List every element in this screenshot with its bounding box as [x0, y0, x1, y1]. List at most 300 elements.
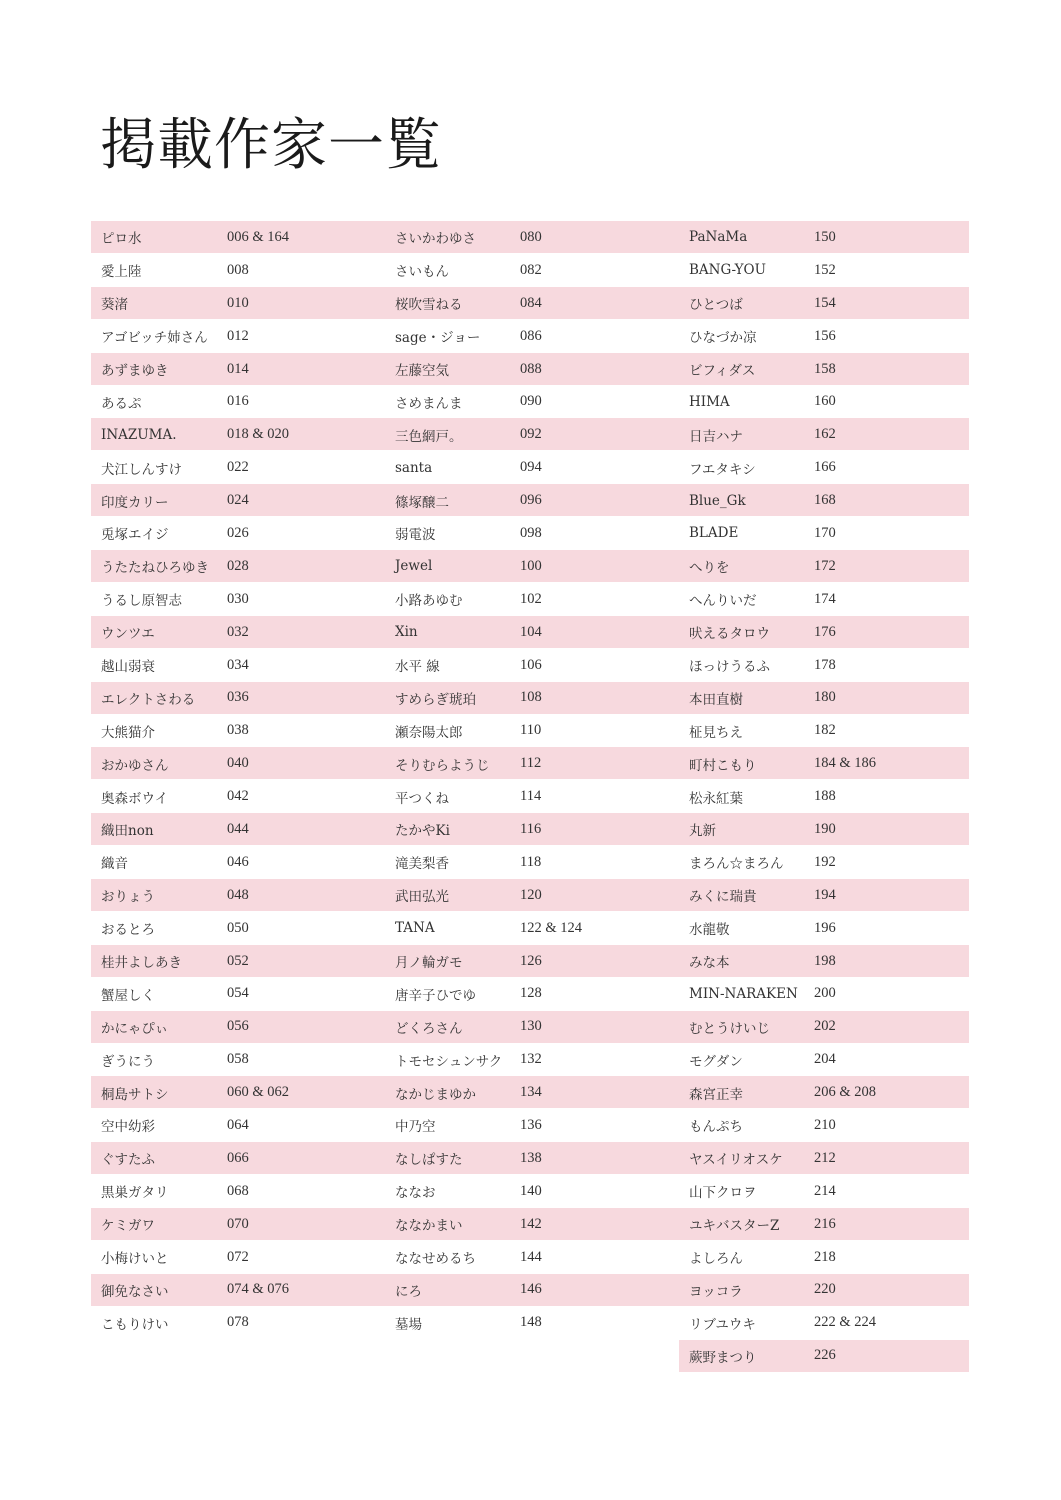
page-number: 056: [227, 1018, 249, 1035]
page-number: 200: [814, 985, 836, 1002]
table-row: [91, 747, 383, 780]
table-row: [679, 747, 971, 780]
page-number: 144: [520, 1248, 542, 1265]
table-row: [91, 1043, 383, 1076]
artist-name: かにゃぴぃ: [101, 1020, 169, 1037]
table-row: [679, 517, 971, 550]
page-number: 122 & 124: [520, 919, 583, 936]
table-row: [679, 1339, 971, 1372]
page-number: 014: [227, 360, 249, 377]
table-row: [385, 254, 677, 287]
artist-name: よしろん: [689, 1251, 743, 1268]
page-number: 016: [227, 393, 249, 410]
column-3: [679, 221, 971, 1372]
table-row: [679, 550, 971, 583]
table-row: [679, 353, 971, 386]
artist-name: 水平 線: [395, 659, 440, 676]
table-row: [679, 1208, 971, 1241]
table-row: [679, 780, 971, 813]
artist-name: INAZUMA.: [101, 426, 177, 443]
page-number: 052: [227, 952, 249, 969]
table-row: [385, 287, 677, 320]
table-row: [679, 287, 971, 320]
artist-name: 御免なさい: [101, 1283, 169, 1300]
artist-name: 織田non: [101, 823, 154, 840]
artist-name: 町村こもり: [689, 757, 757, 774]
table-row: [679, 1241, 971, 1274]
artist-name: Blue_Gk: [689, 492, 746, 509]
page-number: 096: [520, 492, 542, 509]
page-number: 100: [520, 557, 542, 574]
table-row: [91, 780, 383, 813]
page-number: 178: [814, 656, 836, 673]
table-row: [385, 320, 677, 353]
artist-name: ななお: [395, 1185, 436, 1202]
artist-name: 桐島サトシ: [101, 1086, 169, 1103]
page-number: 150: [814, 228, 836, 245]
artist-name: 墓場: [395, 1316, 422, 1333]
page-number: 126: [520, 952, 542, 969]
table-row: [385, 583, 677, 616]
artist-name: 愛上陸: [101, 264, 142, 281]
table-row: [679, 221, 971, 254]
page-number: 182: [814, 722, 836, 739]
table-row: [385, 616, 677, 649]
artist-name: ぐすたふ: [101, 1152, 155, 1169]
page-number: 132: [520, 1051, 542, 1068]
table-row: [91, 550, 383, 583]
table-row: [91, 1241, 383, 1274]
table-row: [385, 517, 677, 550]
table-row: [679, 484, 971, 517]
table-row: [385, 1043, 677, 1076]
artist-name: ピロ水: [101, 231, 142, 248]
artist-name: 蕨野まつり: [689, 1349, 757, 1366]
table-row: [91, 1010, 383, 1043]
table-row: [679, 1142, 971, 1175]
page-number: 130: [520, 1018, 542, 1035]
page-number: 030: [227, 590, 249, 607]
column-2: [385, 221, 677, 1339]
artist-name: なしぱすた: [395, 1152, 463, 1169]
table-row: [385, 484, 677, 517]
page-number: 024: [227, 492, 249, 509]
page-number: 176: [814, 623, 836, 640]
artist-name: むとうけいじ: [689, 1020, 770, 1037]
artist-name: トモセシュンサク: [395, 1053, 503, 1070]
table-row: [679, 320, 971, 353]
page-number: 112: [520, 755, 542, 772]
table-row: [385, 1109, 677, 1142]
page-number: 032: [227, 623, 249, 640]
table-row: [385, 681, 677, 714]
page-number: 204: [814, 1051, 836, 1068]
artist-name: なかじまゆか: [395, 1086, 476, 1103]
table-row: [679, 945, 971, 978]
page-number: 154: [814, 294, 836, 311]
artist-name: 大熊猫介: [101, 724, 155, 741]
table-row: [679, 451, 971, 484]
page-number: 072: [227, 1248, 249, 1265]
artist-name: 滝美梨香: [395, 856, 449, 873]
artist-name: 兎塚エイジ: [101, 527, 169, 544]
artist-name: BLADE: [689, 525, 739, 542]
artist-name: 森宮正幸: [689, 1086, 743, 1103]
table-row: [91, 1109, 383, 1142]
table-row: [91, 945, 383, 978]
page-number: 198: [814, 952, 836, 969]
artist-name: リブユウキ: [689, 1316, 756, 1333]
table-row: [385, 1306, 677, 1339]
table-row: [385, 550, 677, 583]
artist-name: 黒巣ガタリ: [101, 1185, 169, 1202]
page-number: 060 & 062: [227, 1084, 290, 1101]
table-row: [679, 616, 971, 649]
artist-name: 山下クロヲ: [689, 1185, 757, 1202]
page-number: 220: [814, 1281, 836, 1298]
page-number: 092: [520, 426, 542, 443]
table-row: [679, 977, 971, 1010]
page-number: 040: [227, 755, 249, 772]
page-number: 196: [814, 919, 836, 936]
page-number: 070: [227, 1215, 249, 1232]
page-number: 184 & 186: [814, 755, 877, 772]
table-row: [385, 1142, 677, 1175]
artist-name: 吠えるタロウ: [689, 626, 770, 643]
artist-name: たかやKi: [395, 823, 450, 840]
page-number: 106: [520, 656, 542, 673]
table-row: [385, 451, 677, 484]
table-row: [679, 254, 971, 287]
artist-name: みくに瑞貴: [689, 889, 757, 906]
table-row: [679, 1109, 971, 1142]
table-row: [679, 1043, 971, 1076]
artist-name: 中乃空: [395, 1119, 436, 1136]
page-number: 082: [520, 261, 542, 278]
artist-name: ヨッコラ: [689, 1283, 743, 1300]
page-number: 074 & 076: [227, 1281, 290, 1298]
artist-name: ケミガワ: [101, 1218, 155, 1235]
table-row: [385, 945, 677, 978]
table-row: [91, 451, 383, 484]
page-number: 038: [227, 722, 249, 739]
page-number: 216: [814, 1215, 836, 1232]
table-row: [91, 254, 383, 287]
artist-name: ひとつば: [689, 297, 743, 314]
artist-name: ひなづか凉: [689, 330, 757, 347]
table-row: [679, 681, 971, 714]
page-number: 036: [227, 689, 249, 706]
page-number: 086: [520, 327, 542, 344]
table-row: [385, 846, 677, 879]
table-row: [679, 813, 971, 846]
artist-name: エレクトさわる: [101, 691, 196, 708]
page-number: 080: [520, 228, 542, 245]
page-number: 048: [227, 886, 249, 903]
page-number: 212: [814, 1149, 836, 1166]
artist-name: ウンツエ: [101, 626, 155, 643]
artist-name: ななせめるち: [395, 1251, 476, 1268]
artist-name: モグダン: [689, 1053, 743, 1070]
table-row: [385, 912, 677, 945]
table-row: [679, 1175, 971, 1208]
artist-name: アゴビッチ姉さん: [101, 330, 208, 347]
artist-name: 柾見ちえ: [689, 724, 743, 741]
table-row: [91, 583, 383, 616]
artist-name: あずまゆき: [101, 363, 169, 379]
table-row: [91, 977, 383, 1010]
page-number: 202: [814, 1018, 836, 1035]
table-row: [679, 583, 971, 616]
artist-name: 小梅けいと: [101, 1251, 169, 1268]
page-number: 010: [227, 294, 249, 311]
page-number: 214: [814, 1182, 836, 1199]
page-number: 012: [227, 327, 249, 344]
table-row: [91, 1175, 383, 1208]
table-row: [385, 1241, 677, 1274]
table-row: [385, 418, 677, 451]
table-row: [385, 813, 677, 846]
table-row: [679, 1274, 971, 1307]
page-number: 158: [814, 360, 836, 377]
page-number: 206 & 208: [814, 1084, 877, 1101]
artist-name: 弱電波: [395, 527, 436, 544]
artist-name: 小路あゆむ: [395, 593, 463, 610]
table-row: [679, 385, 971, 418]
artist-name: そりむらようじ: [395, 757, 490, 774]
table-row: [679, 1076, 971, 1109]
artist-name: ななかまい: [395, 1218, 463, 1235]
table-row: [91, 813, 383, 846]
table-row: [679, 714, 971, 747]
page-number: 102: [520, 590, 542, 607]
artist-name: Jewel: [395, 558, 433, 575]
page-number: 140: [520, 1182, 542, 1199]
page-number: 098: [520, 524, 542, 541]
page-title: 掲載作家一覧: [100, 113, 442, 178]
table-row: [385, 221, 677, 254]
table-row: [91, 649, 383, 682]
table-row: [385, 1175, 677, 1208]
artist-name: あるぷ: [101, 395, 142, 412]
table-row: [91, 616, 383, 649]
artist-name: どくろさん: [395, 1020, 463, 1037]
table-row: [91, 681, 383, 714]
artist-name: 月ノ輪ガモ: [395, 955, 463, 972]
artist-name: 犬江しんすけ: [101, 461, 182, 478]
artist-name: 丸新: [689, 823, 716, 840]
page-number: 194: [814, 886, 836, 903]
table-row: [91, 879, 383, 912]
table-row: [679, 879, 971, 912]
page-number: 210: [814, 1116, 836, 1133]
page-number: 218: [814, 1248, 836, 1265]
table-row: [385, 879, 677, 912]
artist-name: おるとろ: [101, 922, 155, 939]
page-number: 042: [227, 788, 249, 805]
page-number: 160: [814, 393, 836, 410]
table-row: [385, 714, 677, 747]
artist-name: 篠塚醸二: [395, 494, 449, 511]
page-number: 050: [227, 919, 249, 936]
page-number: 222 & 224: [814, 1314, 877, 1331]
page-number: 192: [814, 853, 836, 870]
table-row: [385, 780, 677, 813]
page-number: 022: [227, 459, 249, 476]
page-number: 118: [520, 853, 542, 870]
artist-name: 印度カリー: [101, 494, 169, 511]
artist-name: 織音: [101, 856, 128, 873]
artist-name: 唐辛子ひでゆ: [395, 987, 476, 1004]
artist-name: もんぷち: [689, 1119, 743, 1136]
artist-name: へんりいだ: [689, 593, 757, 610]
page-number: 046: [227, 853, 249, 870]
artist-name: すめらぎ琥珀: [395, 691, 476, 708]
artist-name: ほっけうるふ: [689, 659, 770, 676]
artist-name: うるし原智志: [101, 593, 182, 610]
artist-name: HIMA: [689, 393, 730, 410]
table-row: [385, 353, 677, 386]
artist-name: 奥森ボウイ: [101, 790, 169, 807]
page-number: 068: [227, 1182, 249, 1199]
artist-name: にろ: [395, 1283, 422, 1300]
page-number: 142: [520, 1215, 542, 1232]
artist-name: 日吉ハナ: [689, 428, 743, 445]
artist-name: 葵渚: [101, 297, 128, 314]
page-number: 168: [814, 492, 836, 509]
page-number: 088: [520, 360, 542, 377]
page-number: 094: [520, 459, 542, 476]
table-row: [385, 385, 677, 418]
table-row: [91, 320, 383, 353]
table-row: [679, 418, 971, 451]
page-number: 190: [814, 820, 836, 837]
page-number: 108: [520, 689, 542, 706]
table-row: [679, 1010, 971, 1043]
artist-name: フエタキシ: [689, 461, 756, 478]
column-1: [91, 221, 383, 1339]
artist-name: おりょう: [101, 889, 155, 906]
page-number: 136: [520, 1116, 542, 1133]
artist-name: へりを: [689, 560, 730, 577]
artist-name: うたたねひろゆき: [101, 560, 209, 577]
artist-name: 桜吹雪ねる: [395, 297, 463, 314]
page-number: 026: [227, 524, 249, 541]
artist-name: 平つくね: [395, 790, 449, 807]
table-row: [385, 1274, 677, 1307]
table-row: [91, 484, 383, 517]
table-row: [385, 1076, 677, 1109]
page-number: 152: [814, 261, 836, 278]
table-row: [385, 747, 677, 780]
artist-name: 桂井よしあき: [101, 955, 182, 972]
page-number: 008: [227, 261, 249, 278]
page-number: 162: [814, 426, 836, 443]
table-row: [385, 977, 677, 1010]
page-number: 120: [520, 886, 542, 903]
artist-name: 武田弘光: [395, 889, 449, 906]
artist-name: 空中幼彩: [101, 1119, 155, 1136]
artist-name: 松永紅葉: [689, 790, 743, 807]
table-row: [91, 385, 383, 418]
artist-name: BANG-YOU: [689, 262, 766, 279]
artist-name: MIN-NARAKEN: [689, 985, 798, 1002]
page-number: 078: [227, 1314, 249, 1331]
page-number: 170: [814, 524, 836, 541]
page-number: 138: [520, 1149, 542, 1166]
artist-name: 本田直樹: [689, 691, 743, 708]
table-row: [91, 418, 383, 451]
table-row: [91, 353, 383, 386]
table-row: [91, 1076, 383, 1109]
page-number: 006 & 164: [227, 228, 290, 245]
page-number: 066: [227, 1149, 249, 1166]
page-number: 028: [227, 557, 249, 574]
page-number: 018 & 020: [227, 426, 290, 443]
artist-name: ユキバスターZ: [689, 1218, 780, 1235]
page-number: 104: [520, 623, 542, 640]
artist-name: ビフィダス: [689, 363, 756, 379]
table-row: [91, 517, 383, 550]
page-number: 034: [227, 656, 249, 673]
artist-name: 水龍敬: [689, 922, 730, 939]
artist-name: こもりけい: [101, 1316, 169, 1333]
page-number: 114: [520, 788, 542, 805]
table-row: [91, 1306, 383, 1339]
page-number: 058: [227, 1051, 249, 1068]
table-row: [385, 649, 677, 682]
table-row: [91, 287, 383, 320]
page-number: 110: [520, 722, 542, 739]
table-row: [385, 1010, 677, 1043]
artist-name: santa: [395, 459, 433, 476]
page-number: 044: [227, 820, 249, 837]
page-number: 128: [520, 985, 542, 1002]
table-row: [91, 912, 383, 945]
artist-name: ヤスイリオスケ: [689, 1152, 783, 1169]
artist-name: 三色網戸。: [395, 428, 463, 445]
artist-name: ぎうにう: [101, 1053, 155, 1070]
page-number: 090: [520, 393, 542, 410]
page-number: 134: [520, 1084, 542, 1101]
page-number: 054: [227, 985, 249, 1002]
artist-name: さめまんま: [395, 395, 463, 412]
page-number: 146: [520, 1281, 542, 1298]
page-number: 180: [814, 689, 836, 706]
table-row: [91, 221, 383, 254]
artist-name: 蟹屋しく: [101, 987, 155, 1004]
table-row: [679, 1306, 971, 1339]
page-number: 172: [814, 557, 836, 574]
table-row: [91, 846, 383, 879]
artist-name: おかゆさん: [101, 757, 169, 774]
table-row: [91, 1142, 383, 1175]
table-row: [679, 846, 971, 879]
page-number: 156: [814, 327, 836, 344]
table-row: [679, 649, 971, 682]
artist-name: sage・ジョー: [395, 330, 481, 347]
artist-name: まろん☆まろん: [689, 856, 784, 873]
page-number: 166: [814, 459, 836, 476]
page-number: 148: [520, 1314, 542, 1331]
artist-name: Xin: [395, 624, 418, 641]
artist-name: 越山弱衰: [101, 659, 155, 676]
artist-name: さいかわゆさ: [395, 231, 476, 248]
page-number: 226: [814, 1347, 836, 1364]
table-row: [91, 1208, 383, 1241]
page-number: 188: [814, 788, 836, 805]
artist-name: TANA: [395, 920, 435, 937]
